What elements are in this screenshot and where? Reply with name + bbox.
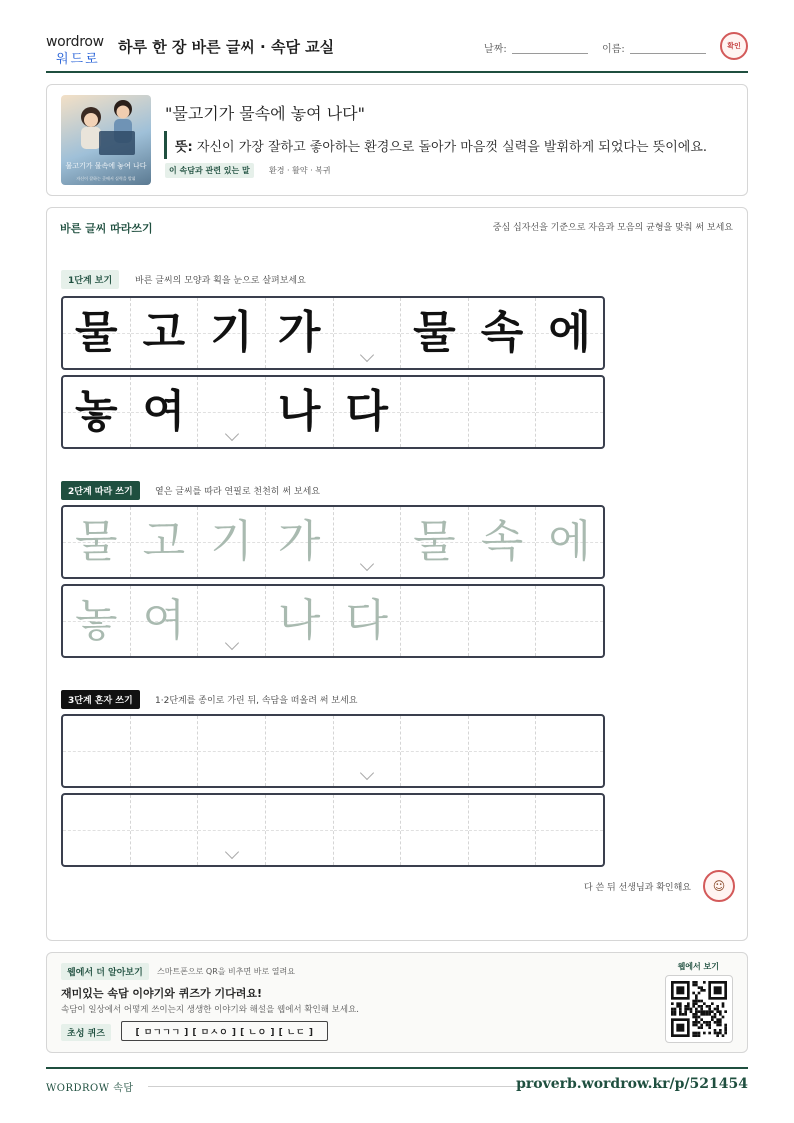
quiz-tag: 초성 퀴즈	[61, 1024, 111, 1041]
writing-cell	[198, 298, 266, 368]
syllable: 에	[548, 307, 591, 358]
check-stamp-icon	[720, 32, 748, 60]
step2-row2[interactable]	[61, 584, 605, 658]
step1-tag: 1단계 보기	[61, 270, 119, 289]
date-field[interactable]	[512, 53, 588, 54]
writing-cell[interactable]	[63, 586, 131, 656]
proverb-title: "물고기가 물속에 놓여 나다"	[165, 104, 365, 123]
writing-cell[interactable]	[469, 586, 537, 656]
step2-description: 옅은 글씨를 따라 연필로 천천히 써 보세요	[155, 487, 320, 497]
space-marker-icon	[360, 766, 374, 780]
qr-code[interactable]	[665, 975, 733, 1043]
syllable: 물	[413, 307, 456, 358]
syllable: 고	[142, 516, 186, 567]
writing-cell[interactable]	[469, 716, 537, 786]
syllable: 속	[480, 516, 524, 567]
writing-cell	[63, 377, 131, 447]
proverb-illustration	[61, 95, 151, 185]
writing-cell[interactable]	[469, 795, 537, 865]
footer-brand: WORDROW 속담	[46, 1083, 134, 1094]
writing-cell[interactable]	[536, 507, 603, 577]
syllable: 물	[413, 516, 456, 567]
illustration-people-icon	[61, 95, 151, 185]
syllable: 가	[277, 516, 321, 567]
step3-description: 1·2단계를 종이로 가린 뒤, 속담을 떠올려 써 보세요	[155, 696, 358, 706]
writing-cell[interactable]	[334, 586, 402, 656]
syllable: 물	[75, 516, 118, 567]
writing-cell	[469, 298, 537, 368]
syllable: 여	[142, 386, 186, 437]
writing-cell	[63, 298, 131, 368]
step1-row1	[61, 296, 605, 370]
writing-cell	[266, 377, 334, 447]
meaning-accent-bar	[164, 131, 167, 159]
wordrow-logo	[46, 34, 108, 67]
writing-cell[interactable]	[401, 507, 469, 577]
writing-cell[interactable]	[131, 507, 199, 577]
syllable: 기	[210, 516, 253, 567]
page-title: 하루 한 장 바른 글씨 · 속담 교실	[118, 38, 335, 56]
syllable: 가	[277, 307, 321, 358]
web-headline: 재미있는 속담 이야기와 퀴즈가 기다려요!	[61, 987, 262, 1000]
writing-cell[interactable]	[63, 795, 131, 865]
page-header	[46, 30, 748, 73]
writing-cell	[401, 298, 469, 368]
step3-tag: 3단계 혼자 쓰기	[61, 690, 140, 709]
related-keywords: 환경 · 활약 · 복귀	[269, 166, 331, 175]
writing-cell[interactable]	[266, 716, 334, 786]
qr-label: 웹에서 보기	[677, 962, 719, 971]
syllable: 다	[345, 595, 389, 646]
syllable: 고	[142, 307, 186, 358]
writing-cell[interactable]	[198, 507, 266, 577]
writing-cell[interactable]	[334, 795, 402, 865]
writing-cell[interactable]	[198, 586, 266, 656]
footer-divider	[148, 1086, 538, 1087]
space-marker-icon	[360, 557, 374, 571]
writing-cell	[401, 377, 469, 447]
writing-cell[interactable]	[63, 716, 131, 786]
writing-cell[interactable]	[401, 795, 469, 865]
logo-korean: 워드로	[56, 52, 100, 67]
step3-row2[interactable]	[61, 793, 605, 867]
date-label: 날짜:	[484, 44, 507, 55]
space-marker-icon	[224, 636, 238, 650]
proverb-meaning	[175, 136, 707, 155]
web-tag: 웹에서 더 알아보기	[61, 963, 149, 980]
stamp-face-glyph: ☺	[712, 879, 726, 893]
web-description: 스마트폰으로 QR을 비추면 바로 열려요	[157, 967, 295, 976]
writing-cell[interactable]	[266, 586, 334, 656]
writing-cell[interactable]	[266, 795, 334, 865]
writing-cell[interactable]	[536, 716, 603, 786]
step1-row2	[61, 375, 605, 449]
writing-cell[interactable]	[401, 586, 469, 656]
teacher-stamp-icon	[703, 870, 735, 902]
page-footer	[46, 1067, 748, 1097]
space-marker-icon	[224, 427, 238, 441]
proverb-card	[46, 84, 748, 196]
qr-code-icon	[671, 981, 727, 1037]
writing-cell[interactable]	[266, 507, 334, 577]
writing-cell[interactable]	[131, 716, 199, 786]
writing-cell	[334, 377, 402, 447]
logo-word: wordrow	[46, 34, 104, 50]
writing-cell[interactable]	[536, 586, 603, 656]
writing-cell[interactable]	[469, 507, 537, 577]
step2-tag: 2단계 따라 쓰기	[61, 481, 140, 500]
syllable: 속	[480, 307, 524, 358]
step2-row1[interactable]	[61, 505, 605, 579]
syllable: 다	[345, 386, 389, 437]
writing-cell[interactable]	[334, 507, 402, 577]
writing-cell[interactable]	[198, 716, 266, 786]
space-marker-icon	[224, 845, 238, 859]
syllable: 물	[75, 307, 118, 358]
writing-cell	[334, 298, 402, 368]
meaning-label: 뜻:	[175, 140, 193, 155]
writing-cell	[469, 377, 537, 447]
writing-cell[interactable]	[198, 795, 266, 865]
writing-cell	[198, 377, 266, 447]
syllable: 나	[277, 595, 321, 646]
writing-cell[interactable]	[536, 795, 603, 865]
practice-hint: 중심 십자선을 기준으로 자음과 모음의 균형을 맞춰 써 보세요	[492, 223, 733, 233]
writing-cell	[131, 377, 199, 447]
writing-cell	[266, 298, 334, 368]
syllable: 기	[210, 307, 253, 358]
writing-cell[interactable]	[131, 586, 199, 656]
step1-description: 바른 글씨의 모양과 획을 눈으로 살펴보세요	[135, 276, 306, 286]
writing-cell[interactable]	[131, 795, 199, 865]
writing-cell[interactable]	[63, 507, 131, 577]
writing-cell	[536, 298, 603, 368]
syllable: 놓	[75, 386, 118, 437]
footer-url[interactable]: proverb.wordrow.kr/p/521454	[516, 1076, 748, 1092]
writing-cell[interactable]	[334, 716, 402, 786]
stamp-text: 확인	[727, 42, 741, 50]
space-marker-icon	[360, 348, 374, 362]
web-info-box	[46, 952, 748, 1053]
step3-row1[interactable]	[61, 714, 605, 788]
writing-cell	[536, 377, 603, 447]
syllable: 여	[142, 595, 186, 646]
chosung-quiz: [ ㅁㄱㄱㄱ ] [ ㅁㅅㅇ ] [ ㄴㅇ ] [ ㄴㄷ ]	[121, 1021, 328, 1041]
teacher-check-note: 다 쓴 뒤 선생님과 확인해요	[583, 883, 691, 893]
writing-cell	[131, 298, 199, 368]
related-words-tag: 이 속담과 관련 있는 말	[165, 163, 254, 178]
name-label: 이름:	[602, 44, 625, 55]
illustration-caption: 물고기가 물속에 놓여 나다	[65, 162, 147, 170]
syllable: 놓	[75, 595, 118, 646]
name-field[interactable]	[630, 53, 706, 54]
syllable: 나	[277, 386, 321, 437]
syllable: 에	[548, 516, 591, 567]
practice-title: 바른 글씨 따라쓰기	[60, 222, 153, 235]
illustration-subcaption: 자신이 잘하는 곳에서 실력을 발휘	[76, 176, 136, 181]
practice-section	[46, 207, 748, 941]
meaning-text: 자신이 가장 잘하고 좋아하는 환경으로 돌아가 마음껏 실력을 발휘하게 되었다는 뜻이에요.	[196, 140, 708, 155]
writing-cell[interactable]	[401, 716, 469, 786]
web-text: 속담이 일상에서 어떻게 쓰이는지 생생한 이야기와 해설을 웹에서 확인해 보세요.	[61, 1005, 359, 1015]
